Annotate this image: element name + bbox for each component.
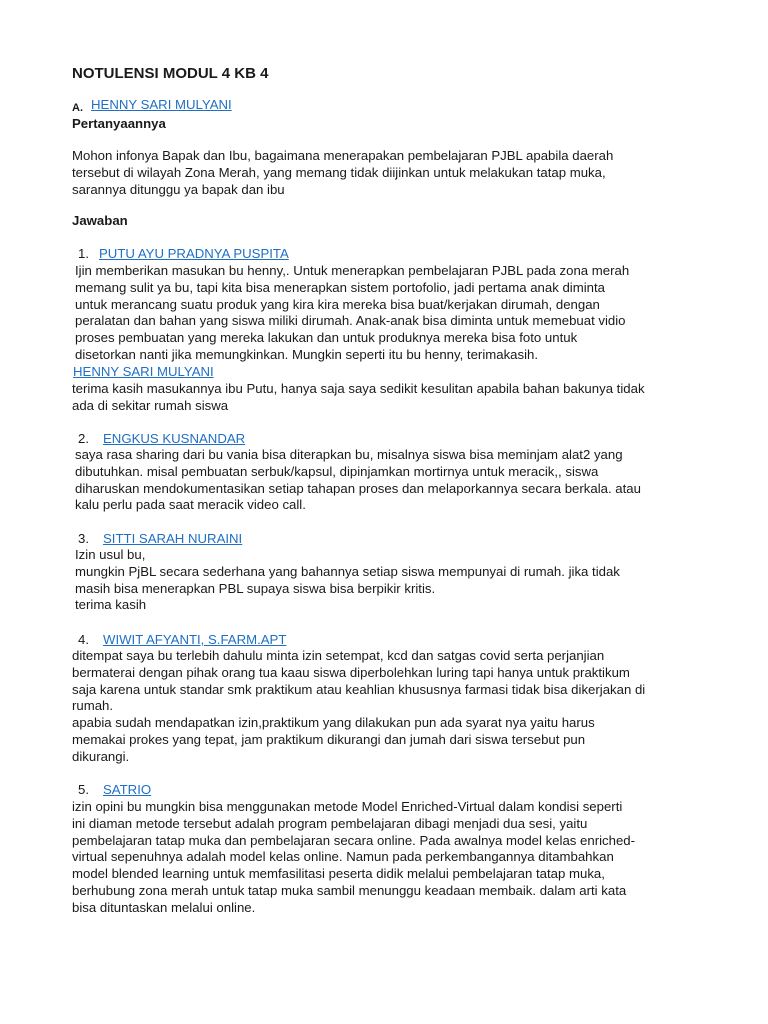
document-title: NOTULENSI MODUL 4 KB 4 (72, 65, 269, 82)
answer-4-text: ditempat saya bu terlebih dahulu minta izin setempat, kcd dan satgas covid serta perjanjian bermaterai dengan pihak orang tua kaau siswa diperbolehkan luring tapi hanya untuk praktikum saja karena untuk standar smk praktikum atau keahlian khususnya farmasi tidak bisa dikerjakan di rumah. apabia sudah mendapatkan izin,praktikum yang dilakukan pun ada syarat nya yaitu harus memakai prokes yang tepat, jam praktikum dikurangi dan jumah dari siswa tersebut pun dikurangi. (72, 648, 646, 764)
answer-4-number: 4. (78, 632, 89, 647)
answer-2-name-link[interactable]: ENGKUS KUSNANDAR (103, 431, 246, 446)
reply-text: terima kasih masukannya ibu Putu, hanya saja saya sedikit kesulitan apabila bahan bakunya tidak ada di sekitar rumah siswa (72, 381, 645, 413)
answer-3-text: Izin usul bu, mungkin PjBL secara sederhana yang bahannya setiap siswa mempunyai di rumah. jika tidak masih bisa menerapkan PBL supaya siswa bisa berpikir kritis. terima kasih (75, 547, 620, 613)
answer-2-text: saya rasa sharing dari bu vania bisa diterapkan bu, misalnya siswa bisa meminjam alat2 yang dibutuhkan. misal pembuatan serbuk/kapsul, dipinjamkan mortirnya untuk meracik,, siswa diharuskan mendokumentasikan setiap tahapan proses dan melaporkannya secara berkala. atau kalu perlu pada saat meracik video call. (75, 447, 641, 513)
question-heading: Pertanyaannya (72, 116, 166, 131)
answer-2-number: 2. (78, 431, 89, 446)
answer-5-name-link[interactable]: SATRIO (103, 782, 152, 797)
answer-3-number: 3. (78, 531, 89, 546)
reply-name-link[interactable]: HENNY SARI MULYANI (73, 364, 214, 379)
answer-1-number: 1. (78, 246, 89, 261)
answer-4-name-link[interactable]: WIWIT AFYANTI, S.FARM.APT (103, 632, 287, 647)
answer-5-number: 5. (78, 782, 89, 797)
asker-name-link[interactable]: HENNY SARI MULYANI (91, 97, 232, 112)
answer-1-text: Ijin memberikan masukan bu henny,. Untuk menerapkan pembelajaran PJBL pada zona merah memang sulit ya bu, tapi kita bisa menerapkan sistem portofolio, jadi pertama anak diminta untuk merancang suatu produk yang kira kira mereka bisa buat/kerjakan dirumah, dengan peralatan dan bahan yang siswa miliki dirumah. Anak-anak bisa diminta untuk memebuat vidio proses pembuatan yang mereka lakukan dan untuk produknya mereka bisa foto untuk disetorkan nanti jika memungkinkan. Mungkin seperti itu bu henny, terimakasih. (75, 263, 630, 362)
answer-5-text: izin opini bu mungkin bisa menggunakan metode Model Enriched-Virtual dalam kondisi seperti ini diaman metode tersebut adalah program pembelajaran dibagi menjadi dua sesi, yaitu pembelajaran tatap muka dan pembelajaran secara online. Pada awalnya model kelas enriched- virtual sepenuhnya adalah model kelas online. Namun pada perkembangannya ditambahkan model blended learning untuk memfasilitasi peserta didik melalui pembelajaran tatap muka, berhubung zona merah untuk tatap muka sambil menunggu keadaan membaik. dalam arti kata bisa dituntaskan melalui online. (72, 799, 636, 915)
answer-3-name-link[interactable]: SITTI SARAH NURAINI (103, 531, 243, 546)
answers-heading: Jawaban (72, 213, 128, 228)
question-text: Mohon infonya Bapak dan Ibu, bagaimana menerapakan pembelajaran PJBL apabila daerah tersebut di wilayah Zona Merah, yang memang tidak diijinkan untuk melakukan tatap muka, sarannya ditunggu ya bapak dan ibu (72, 148, 614, 197)
answer-1-name-link[interactable]: PUTU AYU PRADNYA PUSPITA (99, 246, 289, 261)
asker-marker: A. (72, 102, 83, 114)
